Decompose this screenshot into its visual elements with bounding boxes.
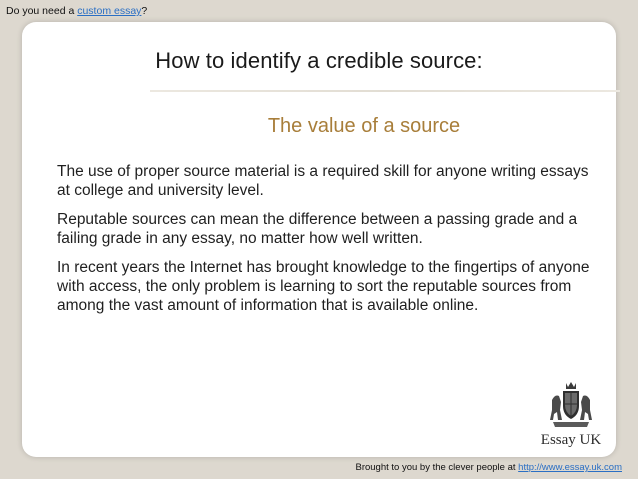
- essay-uk-link[interactable]: http://www.essay.uk.com: [518, 462, 622, 473]
- top-banner: [6, 4, 147, 18]
- slide-subtitle: The value of a source: [267, 115, 461, 137]
- custom-essay-link[interactable]: custom essay: [77, 5, 142, 17]
- title-divider: [150, 90, 620, 92]
- banner-prefix: Do you need a: [6, 5, 78, 17]
- slide-body: [57, 162, 597, 325]
- paragraph-2: Reputable sources can mean the difference between a passing grade and a failing grade in any essay, no matter how well written.: [57, 211, 578, 247]
- slide: [22, 22, 616, 457]
- essay-uk-logo: [536, 380, 606, 449]
- footer-prefix: Brought to you by the clever people at: [355, 462, 519, 473]
- paragraph-1: The use of proper source material is a required skill for anyone writing essays at college and university level.: [57, 163, 589, 199]
- coat-of-arms-icon: [549, 380, 593, 430]
- banner-suffix: ?: [141, 5, 148, 17]
- slide-title: How to identify a credible source:: [155, 48, 483, 73]
- paragraph-3: In recent years the Internet has brought knowledge to the fingertips of anyone with access, the only problem is learning to sort the reputable sources from among the vast amount of information that is available online.: [57, 259, 590, 314]
- logo-text: Essay UK: [540, 432, 602, 448]
- footer-credit: [355, 462, 622, 474]
